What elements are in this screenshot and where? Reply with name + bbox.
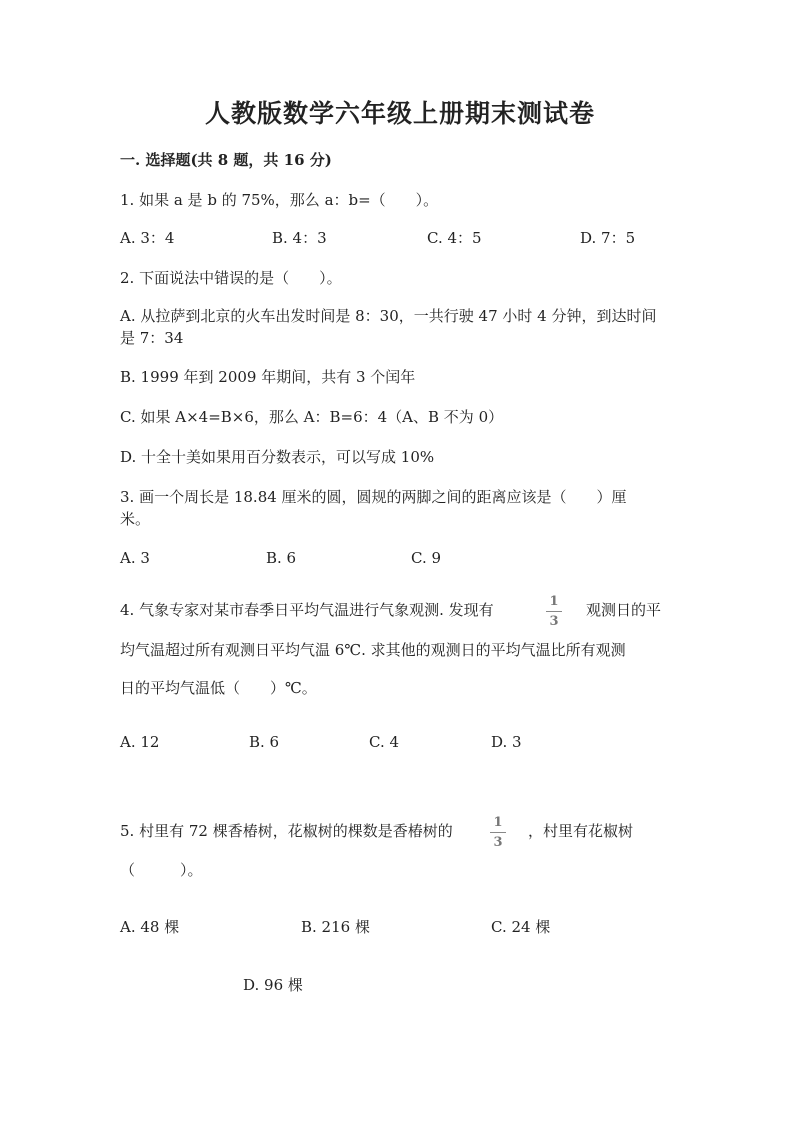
q4-fraction (546, 594, 562, 630)
q4-fraction-numerator: 1 (549, 594, 559, 609)
section-heading: 一. 选择题(共 8 题，共 16 分) (120, 151, 332, 169)
page-title: 人教版数学六年级上册期末测试卷 (204, 99, 595, 128)
q2-option-d: D. 十全十美如果用百分数表示，可以写成 10% (120, 448, 435, 466)
q5-option-c: C. 24 棵 (491, 918, 551, 936)
question-5-text: 5. 村里有 72 棵香椿树，花椒树的棵数是香椿树的 (120, 822, 453, 840)
question-4-text-line-2: 均气温超过所有观测日平均气温 6℃. 求其他的观测日的平均气温比所有观测 (120, 641, 626, 659)
q4-option-c: C. 4 (369, 733, 400, 751)
q1-option-c: C. 4：5 (427, 229, 482, 247)
question-2-text: 2. 下面说法中错误的是（ ）。 (120, 269, 342, 287)
q5-fraction-denominator: 3 (493, 835, 503, 850)
question-3-text: 3. 画一个周长是 18.84 厘米的圆，圆规的两脚之间的距离应该是（ ）厘 (120, 488, 627, 506)
question-1-text: 1. 如果 a 是 b 的 75%，那么 a：b=（ ）。 (120, 191, 439, 209)
q3-option-a: A. 3 (120, 549, 150, 567)
q4-option-b: B. 6 (249, 733, 280, 751)
q5-fraction-numerator: 1 (493, 815, 503, 830)
question-3-text-continued: 米。 (120, 510, 151, 528)
q2-option-c: C. 如果 A×4=B×6，那么 A：B=6：4（A、B 不为 0） (120, 408, 504, 426)
q1-option-b: B. 4：3 (272, 229, 327, 247)
q5-fraction-bar (490, 832, 506, 833)
q2-option-a-continued: 是 7：34 (120, 329, 184, 347)
q4-fraction-bar (546, 611, 562, 612)
question-5-text-after-fraction: ，村里有花椒树 (528, 822, 634, 840)
q5-fraction (490, 815, 506, 851)
question-4-text-line-3: 日的平均气温低（ ）℃。 (120, 679, 317, 697)
q2-option-a: A. 从拉萨到北京的火车出发时间是 8：30，一共行驶 47 小时 4 分钟，到达时间 (120, 307, 657, 325)
q4-option-d: D. 3 (491, 733, 522, 751)
q1-option-a: A. 3：4 (120, 229, 175, 247)
question-4-text: 4. 气象专家对某市春季日平均气温进行气象观测. 发现有 (120, 601, 494, 619)
q5-option-b: B. 216 棵 (301, 918, 370, 936)
q4-option-a: A. 12 (120, 733, 160, 751)
q5-option-d: D. 96 棵 (243, 976, 303, 994)
q3-option-c: C. 9 (411, 549, 442, 567)
question-5-text-line-2: （ ）。 (120, 861, 203, 879)
q1-option-d: D. 7：5 (580, 229, 636, 247)
q5-option-a: A. 48 棵 (120, 918, 180, 936)
q4-fraction-denominator: 3 (549, 614, 559, 629)
question-4-text-after-fraction: 观测日的平 (586, 601, 662, 619)
q2-option-b: B. 1999 年到 2009 年期间，共有 3 个闰年 (120, 368, 416, 386)
q3-option-b: B. 6 (266, 549, 297, 567)
